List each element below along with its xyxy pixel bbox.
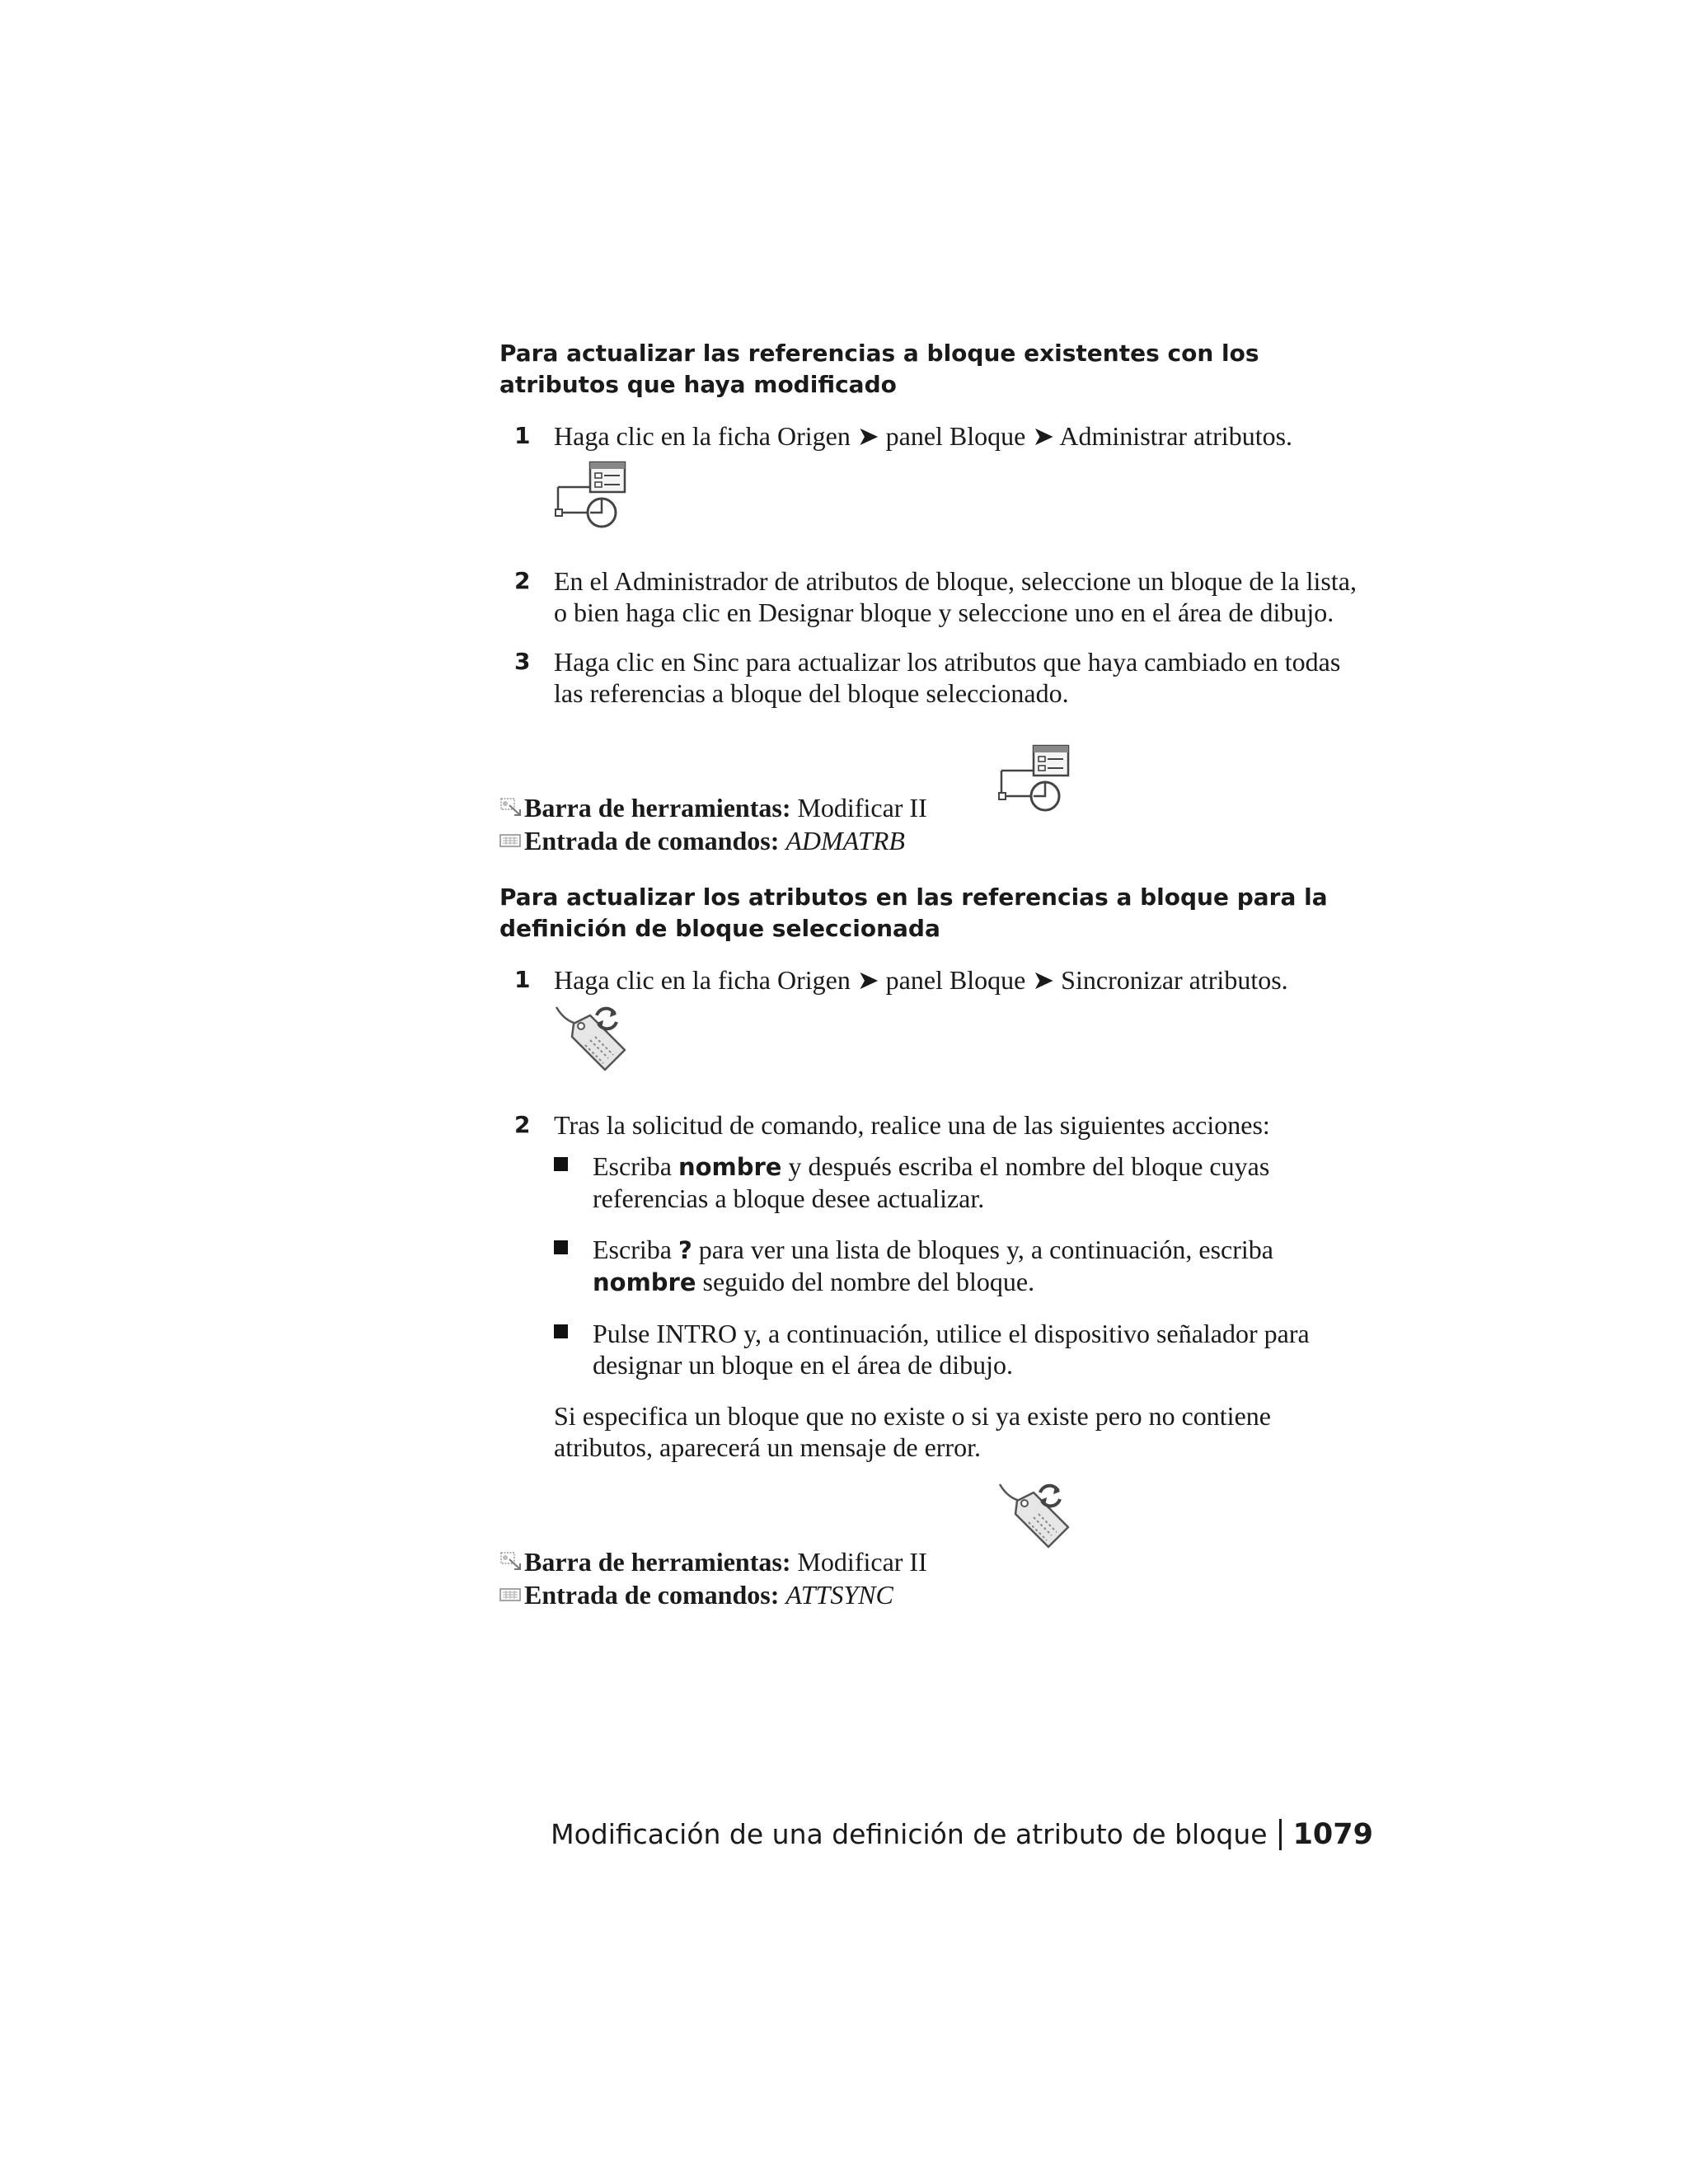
bullet-marker <box>554 1234 593 1298</box>
synchronize-attributes-icon <box>997 1481 1071 1554</box>
toolbar-access-line <box>499 1545 1373 1578</box>
step-number: 2 <box>514 1111 531 1138</box>
bullet-list <box>554 1151 1373 1380</box>
step-text: En el Administrador de atributos de bloque, seleccione un bloque de la lista, o bien haga clic en Designar bloque y seleccione uno en el área de dibujo. <box>554 566 1357 627</box>
command-value: ATTSYNC <box>785 1580 893 1610</box>
toolbar-icon <box>499 797 524 818</box>
step-number: 2 <box>514 567 531 594</box>
toolbar-label: Barra de herramientas: <box>524 793 791 823</box>
step-number: 1 <box>514 966 531 993</box>
step-number: 3 <box>514 648 531 675</box>
page-footer <box>551 1816 1373 1853</box>
block-attribute-manager-icon <box>554 460 628 532</box>
bullet-text: para ver una lista de bloques y, a continuación, escriba <box>692 1235 1273 1264</box>
step-text: Haga clic en Sinc para actualizar los atributos que haya cambiado en todas las referencias a bloque del bloque seleccionado. <box>554 647 1341 708</box>
keyword: ? <box>678 1236 692 1264</box>
command-access-line <box>499 824 1373 857</box>
bullet-text: Pulse INTRO y, a continuación, utilice el dispositivo señalador para designar un bloque en el área de dibujo. <box>593 1319 1310 1380</box>
step-number: 1 <box>514 422 531 449</box>
bullet-marker <box>554 1151 593 1214</box>
command-label: Entrada de comandos: <box>524 826 780 855</box>
command-value: ADMATRB <box>785 826 905 855</box>
step-item <box>499 420 1373 532</box>
command-label: Entrada de comandos: <box>524 1580 780 1610</box>
keyword: nombre <box>593 1268 696 1296</box>
toolbar-icon <box>499 1551 524 1572</box>
toolbar-value: Modificar II <box>797 793 927 823</box>
footer-title: Modificación de una definición de atributo de bloque <box>551 1818 1268 1850</box>
step-text: Haga clic en la ficha Origen ➤ panel Bloque ➤ Sincronizar atributos. <box>554 965 1288 995</box>
access-block <box>499 1545 1373 1611</box>
toolbar-access-line <box>499 791 1373 824</box>
page-number: 1079 <box>1292 1818 1373 1851</box>
error-note: Si especifica un bloque que no existe o si ya existe pero no contiene atributos, aparecerá un mensaje de error. <box>554 1401 1271 1462</box>
bullet-text: seguido del nombre del bloque. <box>696 1267 1035 1296</box>
block-attribute-manager-icon <box>997 743 1071 816</box>
toolbar-label: Barra de herramientas: <box>524 1547 791 1577</box>
command-access-line <box>499 1578 1373 1611</box>
step-text: Haga clic en la ficha Origen ➤ panel Bloque ➤ Administrar atributos. <box>554 421 1293 451</box>
step-item <box>499 565 1373 628</box>
keyboard-icon <box>499 1586 524 1603</box>
section-heading: Para actualizar los atributos en las referencias a bloque para la definición de bloque seleccionada <box>499 883 1328 942</box>
step-item <box>499 964 1373 1076</box>
access-block <box>499 791 1373 857</box>
keyboard-icon <box>499 832 524 849</box>
bullet-text: Escriba <box>593 1235 678 1264</box>
bullet-marker <box>554 1318 593 1380</box>
step-text: Tras la solicitud de comando, realice una de las siguientes acciones: <box>554 1110 1270 1140</box>
list-item <box>554 1234 1373 1298</box>
bullet-text: y después escriba el nombre del bloque cuyas referencias a bloque desee actualizar. <box>593 1151 1270 1213</box>
synchronize-attributes-icon <box>554 1004 628 1076</box>
section-heading: Para actualizar las referencias a bloque existentes con los atributos que haya modificado <box>499 340 1259 398</box>
page-content <box>499 338 1373 1611</box>
bullet-text: Escriba <box>593 1151 678 1181</box>
step-item <box>499 646 1373 709</box>
step-item <box>499 1109 1373 1463</box>
list-item <box>554 1151 1373 1214</box>
keyword: nombre <box>678 1153 782 1181</box>
footer-separator <box>1279 1819 1282 1850</box>
toolbar-value: Modificar II <box>797 1547 927 1577</box>
list-item <box>554 1318 1373 1380</box>
